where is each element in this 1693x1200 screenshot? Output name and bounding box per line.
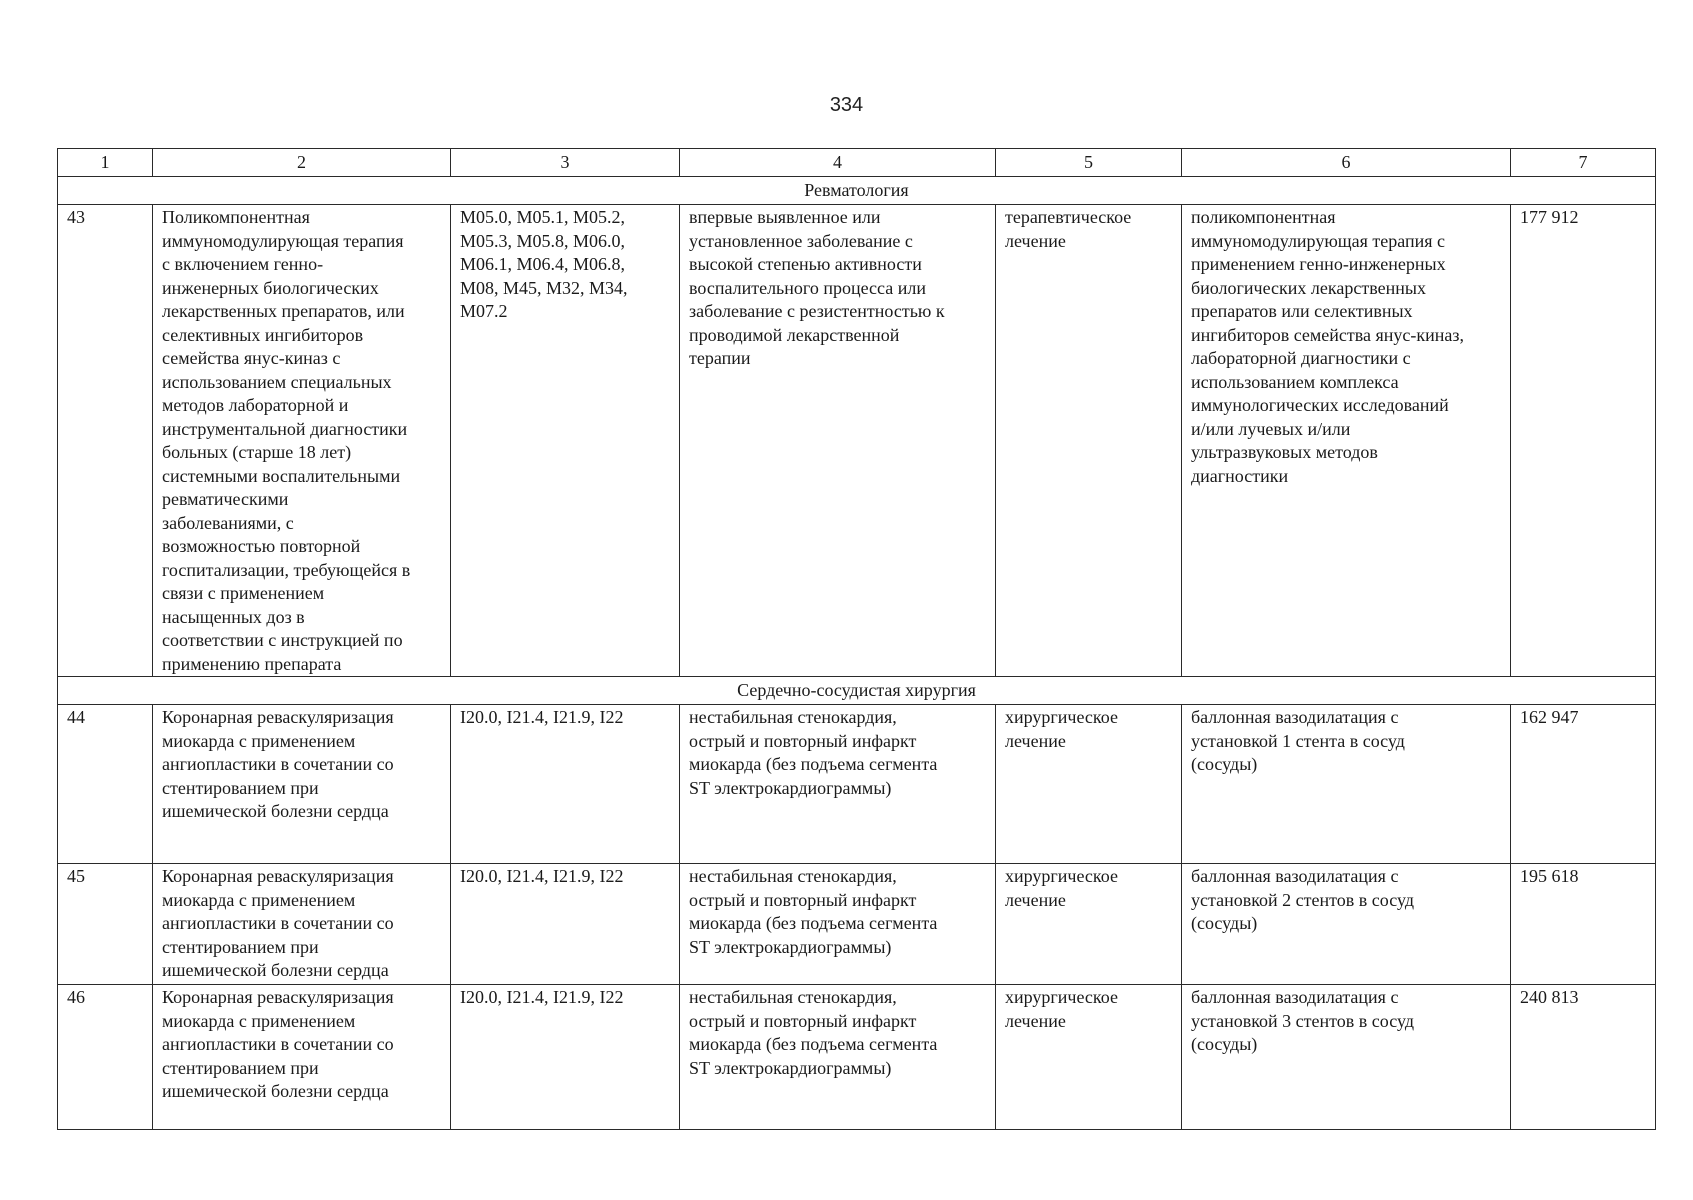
column-number: 3	[451, 149, 680, 177]
cost-value: 195 618	[1511, 864, 1656, 985]
section-title: Ревматология	[58, 177, 1656, 205]
patient-model: нестабильная стенокардия, острый и повторный инфаркт миокарда (без подъема сегмента ST электрокардиограммы)	[680, 985, 996, 1130]
column-number: 1	[58, 149, 153, 177]
row-number: 45	[58, 864, 153, 985]
column-number: 6	[1182, 149, 1511, 177]
row-number: 44	[58, 705, 153, 864]
diagnosis-codes: I20.0, I21.4, I21.9, I22	[451, 985, 680, 1130]
column-number: 4	[680, 149, 996, 177]
treatment-method: баллонная вазодилатация с установкой 2 стентов в сосуд (сосуды)	[1182, 864, 1511, 985]
column-number: 2	[153, 149, 451, 177]
patient-model: нестабильная стенокардия, острый и повторный инфаркт миокарда (без подъема сегмента ST электрокардиограммы)	[680, 864, 996, 985]
diagnosis-codes: I20.0, I21.4, I21.9, I22	[451, 705, 680, 864]
row-number: 43	[58, 205, 153, 677]
treatment-type: хирургическое лечение	[996, 864, 1182, 985]
section-row-rheumatology	[58, 177, 1656, 205]
treatment-method: баллонная вазодилатация с установкой 3 стентов в сосуд (сосуды)	[1182, 985, 1511, 1130]
medical-care-table	[57, 148, 1656, 1130]
patient-model: нестабильная стенокардия, острый и повторный инфаркт миокарда (без подъема сегмента ST электрокардиограммы)	[680, 705, 996, 864]
row-number: 46	[58, 985, 153, 1130]
diagnosis-codes: М05.0, М05.1, М05.2, М05.3, М05.8, М06.0, М06.1, М06.4, М06.8, М08, М45, М32, М34, М07.2	[451, 205, 680, 677]
column-number: 7	[1511, 149, 1656, 177]
section-title: Сердечно-сосудистая хирургия	[58, 677, 1656, 705]
treatment-method: поликомпонентная иммуномодулирующая терапия с применением генно-инженерных биологических лекарственных препаратов или селективных ингибиторов семейства янус-киназ, лабораторной диагностики с использованием комплекса иммунологических исследований и/или лучевых и/или ультразвуковых методов диагностики	[1182, 205, 1511, 677]
care-type-name: Коронарная реваскуляризация миокарда с применением ангиопластики в сочетании со стентированием при ишемической болезни сердца	[153, 705, 451, 864]
column-number-row	[58, 149, 1656, 177]
diagnosis-codes: I20.0, I21.4, I21.9, I22	[451, 864, 680, 985]
patient-model: впервые выявленное или установленное заболевание с высокой степенью активности воспалительного процесса или заболевание с резистентностью к проводимой лекарственной терапии	[680, 205, 996, 677]
cost-value: 240 813	[1511, 985, 1656, 1130]
treatment-type: хирургическое лечение	[996, 985, 1182, 1130]
care-type-name: Коронарная реваскуляризация миокарда с применением ангиопластики в сочетании со стентированием при ишемической болезни сердца	[153, 985, 451, 1130]
treatment-method: баллонная вазодилатация с установкой 1 стента в сосуд (сосуды)	[1182, 705, 1511, 864]
treatment-type: терапевтическое лечение	[996, 205, 1182, 677]
table-row	[58, 705, 1656, 864]
section-row-cardiovascular-surgery	[58, 677, 1656, 705]
cost-value: 177 912	[1511, 205, 1656, 677]
table-row	[58, 864, 1656, 985]
table-row	[58, 205, 1656, 677]
table-row	[58, 985, 1656, 1130]
care-type-name: Коронарная реваскуляризация миокарда с применением ангиопластики в сочетании со стентированием при ишемической болезни сердца	[153, 864, 451, 985]
cost-value: 162 947	[1511, 705, 1656, 864]
treatment-type: хирургическое лечение	[996, 705, 1182, 864]
column-number: 5	[996, 149, 1182, 177]
care-type-name: Поликомпонентная иммуномодулирующая терапия с включением генно- инженерных биологических лекарственных препаратов, или селективных ингибиторов семейства янус-киназ с использованием специальных методов лабораторной и инструментальной диагностики больных (старше 18 лет) системными воспалительными ревматическими заболеваниями, с возможностью повторной госпитализации, требующейся в связи с применением насыщенных доз в соответствии с инструкцией по применению препарата	[153, 205, 451, 677]
page-number: 334	[829, 94, 864, 116]
